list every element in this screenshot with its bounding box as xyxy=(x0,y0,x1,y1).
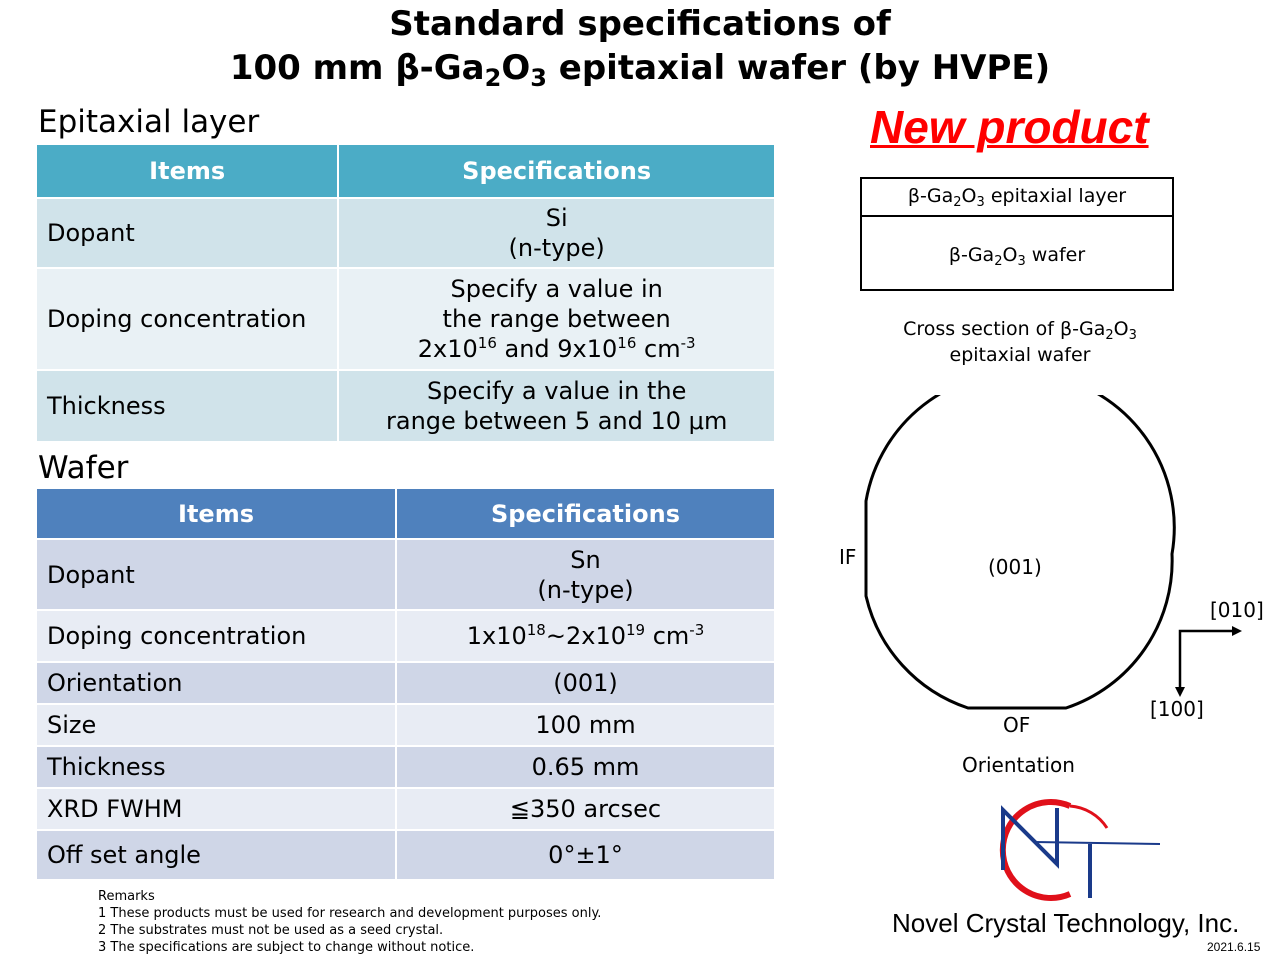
table-row xyxy=(36,788,775,830)
epitaxial-layer-label: $\beta-Ga_2O_3$ epitaxial layer xyxy=(862,179,1172,217)
wafer-outline xyxy=(866,395,1174,708)
table-row xyxy=(36,268,775,370)
orientation-diagram xyxy=(830,395,1270,725)
table-header-row xyxy=(36,144,775,198)
epitaxial-heading: Epitaxial layer xyxy=(38,104,260,140)
table-row xyxy=(36,370,775,442)
item-cell: Orientation xyxy=(36,662,396,704)
company-name: Novel Crystal Technology, Inc. xyxy=(892,908,1240,938)
title-line-2: 100 mm $\beta-Ga_2O_3$ epitaxial wafer (by HVPE) xyxy=(229,48,1051,92)
arrow-head-100 xyxy=(1175,687,1185,697)
epitaxial-table xyxy=(35,143,776,443)
spec-cell: ≦350 arcsec xyxy=(396,788,775,830)
remarks-title: Remarks xyxy=(98,889,155,904)
spec-cell: 0°±1° xyxy=(396,830,775,880)
column-header-items: Items xyxy=(36,488,396,539)
column-header-items: Items xyxy=(36,144,338,198)
table-row xyxy=(36,610,775,662)
cross-section-caption: Cross section of $\beta-Ga_2O_3$ epitaxial wafer xyxy=(903,318,1137,366)
spec-cell: Si (n-type) xyxy=(338,198,775,268)
orientation-caption: Orientation xyxy=(962,753,1075,777)
table-row xyxy=(36,830,775,880)
arrow-head-010 xyxy=(1232,626,1242,636)
direction-100-label: [100] xyxy=(1150,697,1204,721)
remark-item: 2 The substrates must not be used as a seed crystal. xyxy=(98,923,444,938)
item-cell: Dopant xyxy=(36,539,396,610)
remark-item: 1 These products must be used for research and development purposes only. xyxy=(98,906,602,921)
item-cell: Size xyxy=(36,704,396,746)
new-product-label: New product xyxy=(870,101,1149,153)
wafer-layer-label: $\beta-Ga_2O_3$ wafer xyxy=(948,244,1086,269)
company-logo xyxy=(995,798,1165,903)
table-header-row xyxy=(36,488,775,539)
table-row xyxy=(36,198,775,268)
column-header-specifications: Specifications xyxy=(338,144,775,198)
of-label: OF xyxy=(1003,713,1031,737)
table-row xyxy=(36,704,775,746)
spec-cell: 100 mm xyxy=(396,704,775,746)
item-cell: Doping concentration xyxy=(36,268,338,370)
spec-cell: Specify a value in the range between $2x10^{16}$ and $9x10^{16}$ $cm^{-3}$ xyxy=(338,268,775,370)
spec-cell: Specify a value in the range between 5 and 10 μm xyxy=(338,370,775,442)
spec-cell: $1x10^{18}\sim 2x10^{19}$ $cm^{-3}$ xyxy=(396,610,775,662)
item-cell: Thickness xyxy=(36,370,338,442)
direction-arrow-010 xyxy=(1180,631,1235,690)
wafer-heading: Wafer xyxy=(38,450,129,486)
direction-010-label: [010] xyxy=(1210,598,1264,622)
face-orientation-label: (001) xyxy=(988,555,1042,579)
spec-cell: 0.65 mm xyxy=(396,746,775,788)
column-header-specifications: Specifications xyxy=(396,488,775,539)
item-cell: Doping concentration xyxy=(36,610,396,662)
cross-section-diagram xyxy=(860,177,1174,291)
item-cell: Off set angle xyxy=(36,830,396,880)
wafer-table xyxy=(35,487,776,881)
title-line-1: Standard specifications of xyxy=(389,4,891,44)
item-cell: Dopant xyxy=(36,198,338,268)
table-row xyxy=(36,662,775,704)
table-row xyxy=(36,746,775,788)
spec-cell: Sn (n-type) xyxy=(396,539,775,610)
spec-cell: (001) xyxy=(396,662,775,704)
table-row xyxy=(36,539,775,610)
remarks xyxy=(98,888,601,956)
document-date: 2021.6.15 xyxy=(1207,940,1261,954)
if-label: IF xyxy=(839,545,857,569)
item-cell: XRD FWHM xyxy=(36,788,396,830)
item-cell: Thickness xyxy=(36,746,396,788)
remark-item: 3 The specifications are subject to change without notice. xyxy=(98,940,475,955)
